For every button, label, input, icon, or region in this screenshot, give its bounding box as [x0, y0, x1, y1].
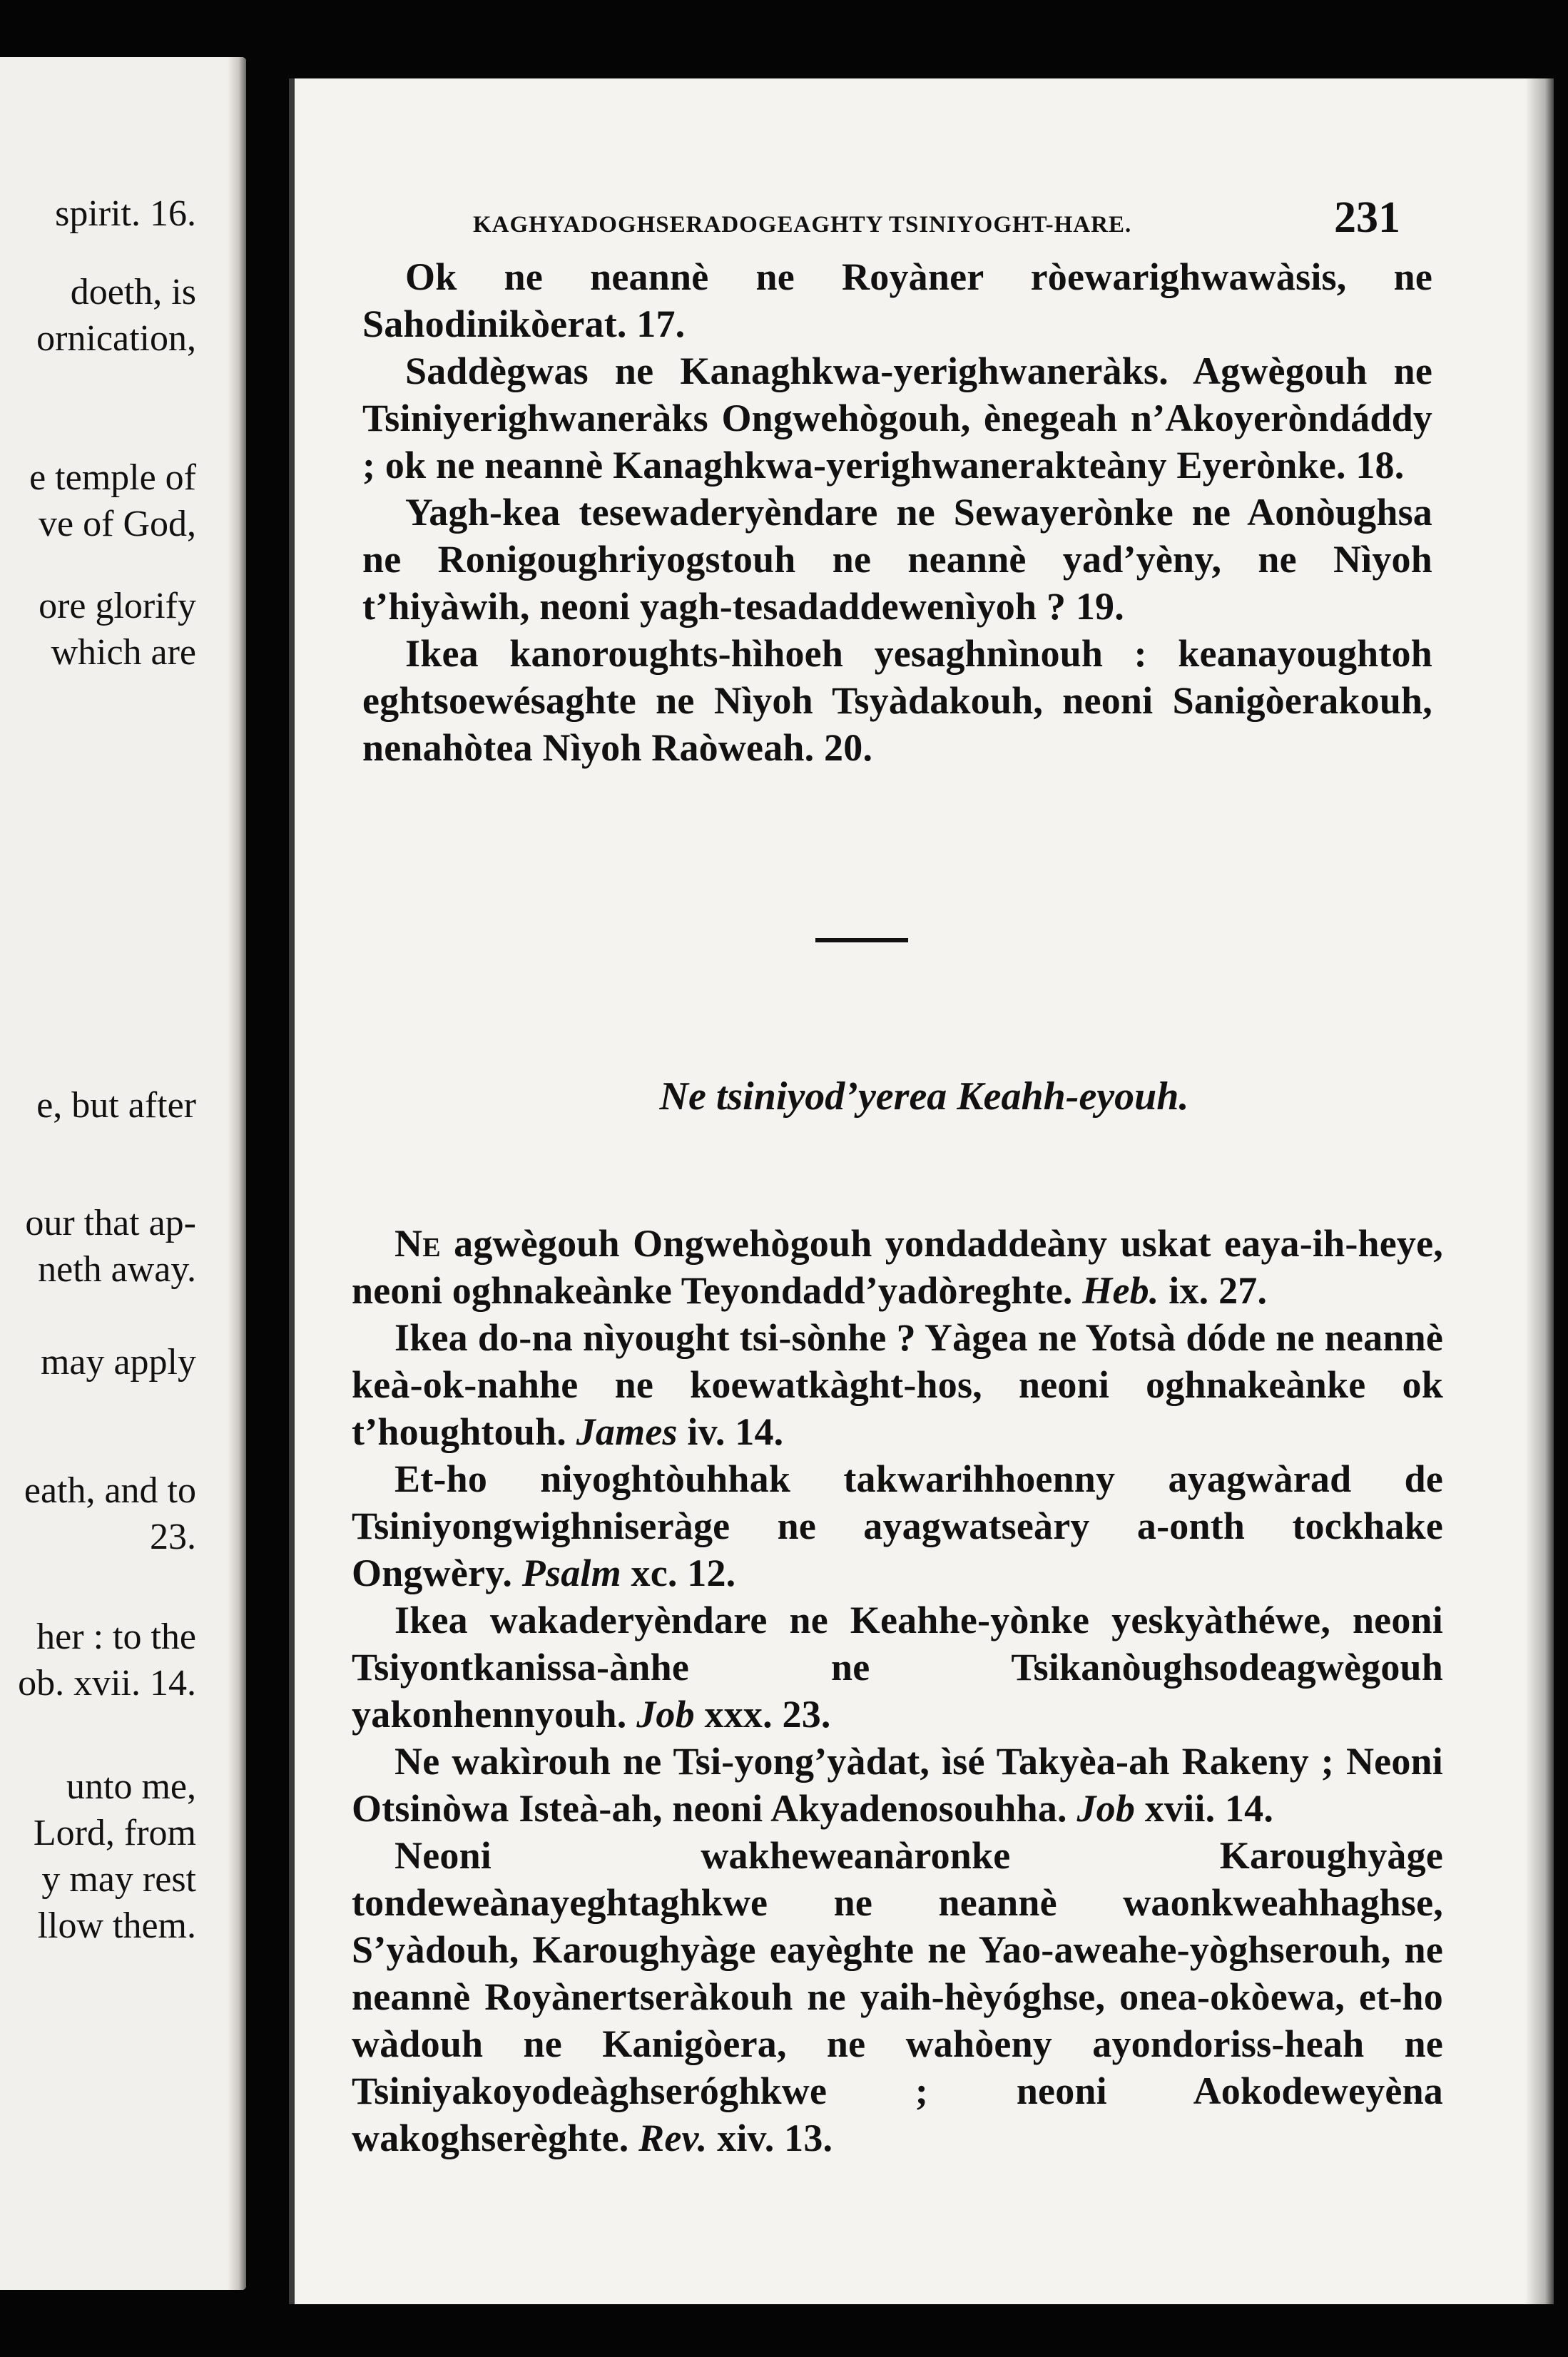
page-number: 231 — [1334, 193, 1400, 242]
verse-text: Neoni wakheweanàronke Karoughyàge tondeweànayeghtaghkwe ne neannè waonkweahhaghse, S’yàdouh, Karoughyàge eayèghte ne Yao-aweahe-yòghserouh, ne neannè Royànertseràkouh ne yaih-hèyóghse, onea-okòewa, et-ho wàdouh ne Kanigòera, ne wahòeny ayondoriss-heah ne Tsiniyakoyodeàghseróghkwe ; neoni Aokodeweyèna wakoghserèghte. — [352, 1834, 1443, 2159]
verse-paragraph — [352, 1832, 1443, 2162]
section-title: Ne tsiniyod’yerea Keahh-eyouh. — [659, 1074, 1189, 1119]
left-page-line: ob. xvii. 14. — [18, 1663, 196, 1704]
left-page-line: eath, and to — [24, 1470, 196, 1511]
reference-chapter: ix. 27. — [1159, 1269, 1268, 1312]
scripture-reference: Job — [636, 1693, 695, 1736]
left-page-line: ore glorify — [39, 586, 196, 626]
drop-word: Ne — [394, 1222, 441, 1265]
reference-chapter: iv. 14. — [677, 1410, 784, 1453]
left-page-line: which are — [51, 632, 196, 673]
left-page-line: our that ap- — [25, 1203, 196, 1243]
upper-text-block — [362, 253, 1432, 771]
reference-chapter: xiv. 13. — [707, 2117, 833, 2159]
reference-chapter: xvii. 14. — [1135, 1787, 1274, 1830]
left-page-line: e, but after — [36, 1085, 196, 1126]
left-page-line: spirit. 16. — [55, 193, 196, 234]
previous-page-fragment — [0, 57, 246, 2290]
scripture-reference: Heb. — [1082, 1269, 1159, 1312]
verse-paragraph: Saddègwas ne Kanaghkwa-yerighwaneràks. Agwègouh ne Tsiniyerighwaneràks Ongwehògouh, ènegeah n’Akoyeròndáddy ; ok ne neannè Kanaghkwa-yerighwanerakteàny Eyerònke. 18. — [362, 350, 1432, 487]
left-page-line: y may rest — [41, 1859, 196, 1900]
lower-text-block — [352, 1220, 1443, 2162]
verse-paragraph — [352, 1314, 1443, 1455]
verse-paragraph — [352, 1455, 1443, 1597]
book-page — [289, 78, 1554, 2304]
page-gutter — [228, 57, 246, 2290]
verse-paragraph — [352, 1738, 1443, 1832]
left-page-line: e temple of — [29, 457, 196, 498]
running-head-title: KAGHYADOGHSERADOGEAGHTY TSINIYOGHT-HARE. — [473, 212, 1132, 238]
left-page-line: ornication, — [36, 318, 196, 359]
left-page-line: unto me, — [66, 1766, 196, 1807]
left-page-line: llow them. — [37, 1905, 196, 1946]
verse-paragraph: Ok ne neannè ne Royàner ròewarighwawàsis, ne Sahodinikòerat. 17. — [362, 255, 1432, 345]
left-page-line: neth away. — [38, 1249, 196, 1290]
verse-text: Ikea wakaderyèndare ne Keahhe-yònke yeskyàthéwe, neoni Tsiyontkanissa-ànhe ne Tsikanòughsodeagwègouh yakonhennyouh. — [352, 1599, 1443, 1736]
scripture-reference: Psalm — [521, 1552, 621, 1594]
verse-text: Et-ho niyoghtòuhhak takwarihhoenny ayagwàrad de Tsiniyongwighniseràge ne ayagwatseàry a-onth tockhake Ongwèry. — [352, 1457, 1443, 1594]
left-page-line: Lord, from — [33, 1813, 196, 1853]
verse-paragraph: Ikea kanoroughts-hìhoeh yesaghnìnouh : keanayoughtoh eghtsoewésaghte ne Nìyoh Tsyàdakouh, neoni Sanigòerakouh, nenahòtea Nìyoh Raòweah. 20. — [362, 632, 1432, 769]
verse-paragraph — [352, 1220, 1443, 1314]
verse-text: Ikea do-na nìyought tsi-sònhe ? Yàgea ne Yotsà dóde ne neannè keà-ok-nahhe ne koewatkàght-hos, neoni oghnakeànke ok t’houghtouh. — [352, 1316, 1443, 1453]
left-page-line: ve of God, — [39, 504, 196, 544]
left-page-line: doeth, is — [70, 272, 196, 312]
left-page-line: 23. — [150, 1517, 196, 1557]
scripture-reference: Rev. — [638, 2117, 708, 2159]
reference-chapter: xc. 12. — [621, 1552, 736, 1594]
left-page-line: her : to the — [36, 1617, 196, 1657]
verse-text: agwègouh Ongwehògouh yondaddeàny uskat eaya-ih-heye, neoni oghnakeànke Teyondadd’yadòreghte. — [352, 1222, 1443, 1312]
running-head — [473, 193, 1400, 243]
section-divider-rule — [815, 938, 908, 942]
verse-paragraph: Yagh-kea tesewaderyèndare ne Sewayerònke ne Aonòughsa ne Ronigoughriyogstouh ne neannè yad’yèny, ne Nìyoh t’hiyàwih, neoni yagh-tesadaddewenìyoh ? 19. — [362, 491, 1432, 628]
verse-text: Ne wakìrouh ne Tsi-yong’yàdat, ìsé Takyèa-ah Rakeny ; Neoni Otsinòwa Isteà-ah, neoni Akyadenosouhha. — [352, 1740, 1443, 1830]
scripture-reference: James — [576, 1410, 678, 1453]
reference-chapter: xxx. 23. — [694, 1693, 831, 1736]
verse-paragraph — [352, 1597, 1443, 1738]
left-page-line: may apply — [40, 1342, 196, 1383]
page-edge-shadow — [1525, 78, 1554, 2304]
scripture-reference: Job — [1076, 1787, 1136, 1830]
